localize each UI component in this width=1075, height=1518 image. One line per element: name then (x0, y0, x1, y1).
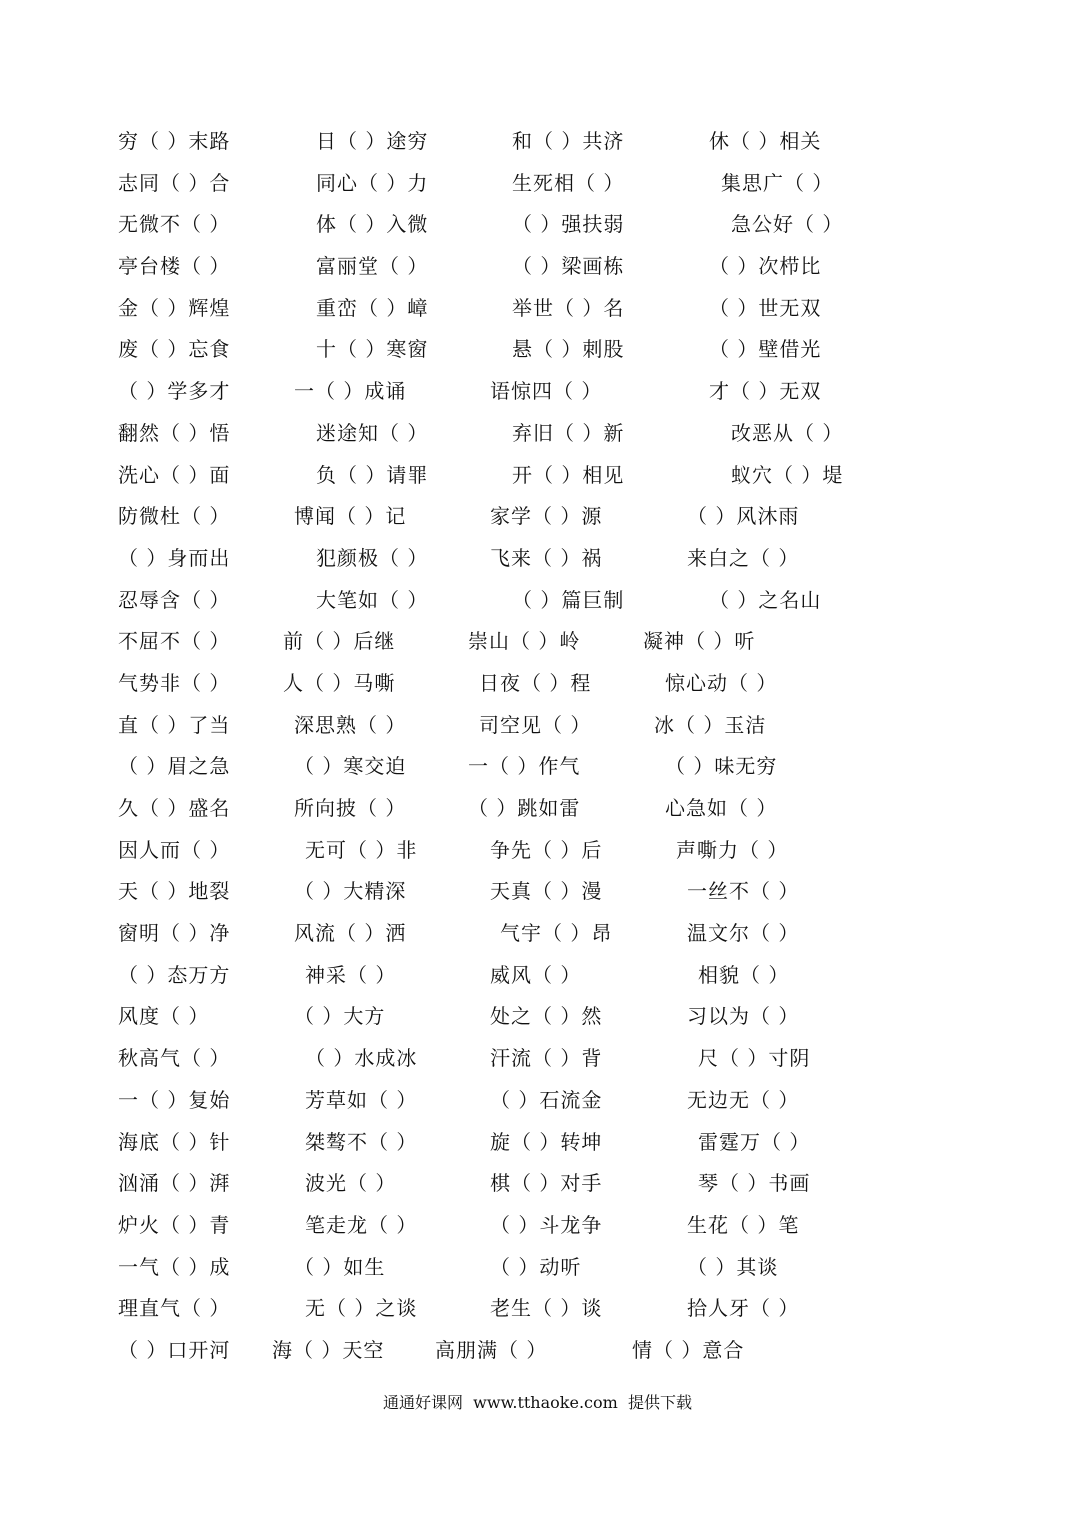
idiom-blank-item: 久（ ）盛名 (118, 796, 231, 820)
idiom-blank-item: 琴（ ）书画 (698, 1171, 811, 1196)
idiom-row (0, 538, 1075, 580)
idiom-blank-item: 相貌（ ） (698, 962, 790, 987)
idiom-blank-item: 废（ ）忘食 (118, 337, 231, 362)
idiom-blank-item: 防微杜（ ） (118, 504, 231, 529)
idiom-row (0, 1288, 1075, 1330)
idiom-blank-item: 日（ ）途穷 (316, 129, 429, 153)
idiom-blank-item: 波光（ ） (305, 1171, 397, 1196)
idiom-worksheet (0, 121, 1075, 1372)
idiom-blank-item: 争先（ ）后 (490, 837, 603, 862)
idiom-blank-item: 前（ ）后继 (283, 629, 396, 654)
idiom-blank-item: 金（ ）辉煌 (118, 295, 231, 320)
idiom-blank-item: 风流（ ）洒 (294, 921, 407, 946)
idiom-blank-item: 一（ ）成诵 (294, 379, 407, 404)
idiom-blank-item: （ ）眉之急 (118, 754, 231, 779)
idiom-blank-item: 开（ ）相见 (512, 462, 625, 487)
idiom-row (0, 246, 1075, 288)
idiom-blank-item: （ ）强扶弱 (512, 212, 625, 237)
idiom-row (0, 455, 1075, 497)
idiom-blank-item: 威风（ ） (490, 962, 582, 987)
idiom-blank-item: （ ）世无双 (709, 295, 822, 320)
idiom-blank-item: 尺（ ）寸阴 (698, 1046, 811, 1071)
idiom-blank-item: 洗心（ ）面 (118, 462, 231, 487)
idiom-blank-item: （ ）动听 (490, 1254, 582, 1279)
idiom-row (0, 288, 1075, 330)
idiom-blank-item: 笔走龙（ ） (305, 1212, 418, 1237)
idiom-blank-item: 桀骜不（ ） (305, 1129, 418, 1154)
idiom-blank-item: 迷途知（ ） (316, 420, 429, 445)
idiom-blank-item: 十（ ）寒窗 (316, 337, 429, 362)
idiom-blank-item: 深思熟（ ） (294, 712, 407, 737)
idiom-row (0, 371, 1075, 413)
idiom-blank-item: （ ）风沐雨 (687, 504, 800, 529)
idiom-blank-item: 直（ ）了当 (118, 712, 231, 737)
idiom-blank-item: 蚁穴（ ）堤 (731, 462, 844, 487)
idiom-blank-item: 炉火（ ）青 (118, 1212, 231, 1237)
idiom-blank-item: （ ）斗龙争 (490, 1212, 603, 1237)
idiom-row (0, 580, 1075, 622)
idiom-blank-item: （ ）态万方 (118, 962, 231, 987)
idiom-blank-item: （ ）跳如雷 (468, 796, 581, 820)
idiom-row (0, 1205, 1075, 1247)
idiom-blank-item: 高朋满（ ） (435, 1337, 548, 1362)
idiom-blank-item: 窗明（ ）净 (118, 921, 231, 946)
idiom-row (0, 830, 1075, 872)
idiom-blank-item: 博闻（ ）记 (294, 504, 407, 529)
idiom-row (0, 913, 1075, 955)
idiom-blank-item: 气势非（ ） (118, 670, 231, 695)
idiom-blank-item: 翻然（ ）悟 (118, 420, 231, 445)
idiom-blank-item: （ ）梁画栋 (512, 254, 625, 279)
idiom-blank-item: 飞来（ ）祸 (490, 545, 603, 570)
idiom-blank-item: 老生（ ）谈 (490, 1296, 603, 1321)
idiom-row (0, 1038, 1075, 1080)
footer-credit: 通通好课网 www.tthaoke.com 提供下载 (383, 1393, 692, 1412)
idiom-blank-item: 凝神（ ）听 (643, 629, 756, 654)
idiom-blank-item: 悬（ ）刺股 (512, 337, 625, 362)
idiom-blank-item: 同心（ ）力 (316, 170, 429, 195)
idiom-blank-item: （ ）寒交迫 (294, 754, 407, 779)
idiom-blank-item: 和（ ）共济 (512, 129, 625, 153)
idiom-blank-item: 芳草如（ ） (305, 1087, 418, 1112)
idiom-row (0, 1122, 1075, 1164)
idiom-blank-item: 秋高气（ ） (118, 1046, 231, 1071)
idiom-row (0, 413, 1075, 455)
idiom-blank-item: 汹涌（ ）湃 (118, 1171, 231, 1196)
idiom-blank-item: 崇山（ ）岭 (468, 629, 581, 654)
idiom-row (0, 1330, 1075, 1372)
idiom-row (0, 621, 1075, 663)
idiom-row (0, 1247, 1075, 1289)
idiom-blank-item: 气宇（ ）昂 (500, 921, 613, 946)
idiom-row (0, 329, 1075, 371)
idiom-blank-item: （ ）水成冰 (305, 1046, 418, 1071)
idiom-blank-item: 雷霆万（ ） (698, 1129, 811, 1154)
idiom-blank-item: 举世（ ）名 (512, 295, 625, 320)
idiom-blank-item: （ ）味无穷 (665, 754, 778, 779)
idiom-blank-item: 无可（ ）非 (305, 837, 418, 862)
idiom-blank-item: 穷（ ）末路 (118, 129, 231, 153)
idiom-row (0, 121, 1075, 163)
idiom-blank-item: （ ）壁借光 (709, 337, 822, 362)
idiom-blank-item: 一丝不（ ） (687, 879, 800, 904)
idiom-blank-item: 拾人牙（ ） (687, 1296, 800, 1321)
idiom-blank-item: 弃旧（ ）新 (512, 420, 625, 445)
idiom-blank-item: 忍辱含（ ） (118, 587, 231, 612)
idiom-blank-item: 司空见（ ） (479, 712, 592, 737)
idiom-blank-item: 才（ ）无双 (709, 379, 822, 404)
idiom-blank-item: （ ）身而出 (118, 545, 231, 570)
idiom-row (0, 996, 1075, 1038)
idiom-row (0, 1080, 1075, 1122)
idiom-blank-item: 习以为（ ） (687, 1004, 800, 1029)
idiom-blank-item: 无微不（ ） (118, 212, 231, 237)
idiom-blank-item: 天真（ ）漫 (490, 879, 603, 904)
idiom-blank-item: 情（ ）意合 (632, 1337, 745, 1362)
idiom-row (0, 705, 1075, 747)
idiom-blank-item: （ ）石流金 (490, 1087, 603, 1112)
idiom-row (0, 663, 1075, 705)
idiom-blank-item: 改恶从（ ） (731, 420, 844, 445)
idiom-blank-item: （ ）如生 (294, 1254, 386, 1279)
idiom-blank-item: 海底（ ）针 (118, 1129, 231, 1154)
idiom-blank-item: 冰（ ）玉洁 (654, 712, 767, 737)
idiom-blank-item: （ ）次栉比 (709, 254, 822, 279)
idiom-blank-item: 家学（ ）源 (490, 504, 603, 529)
idiom-blank-item: 温文尔（ ） (687, 921, 800, 946)
idiom-blank-item: 来白之（ ） (687, 545, 800, 570)
idiom-blank-item: 人（ ）马嘶 (283, 670, 396, 695)
idiom-blank-item: 志同（ ）合 (118, 170, 231, 195)
idiom-blank-item: 不屈不（ ） (118, 629, 231, 654)
idiom-blank-item: （ ）之名山 (709, 587, 822, 612)
idiom-blank-item: 体（ ）入微 (316, 212, 429, 237)
idiom-row (0, 1163, 1075, 1205)
idiom-blank-item: 理直气（ ） (118, 1296, 231, 1321)
idiom-blank-item: 集思广（ ） (721, 170, 834, 195)
idiom-blank-item: 所向披（ ） (294, 796, 407, 820)
idiom-blank-item: （ ）口开河 (118, 1337, 231, 1362)
idiom-blank-item: 神采（ ） (305, 962, 397, 987)
idiom-row (0, 163, 1075, 205)
idiom-blank-item: 惊心动（ ） (665, 670, 778, 695)
idiom-blank-item: 风度（ ） (118, 1004, 210, 1029)
idiom-blank-item: 声嘶力（ ） (676, 837, 789, 862)
idiom-blank-item: （ ）学多才 (118, 379, 231, 404)
idiom-row (0, 496, 1075, 538)
idiom-blank-item: 亭台楼（ ） (118, 254, 231, 279)
idiom-blank-item: 天（ ）地裂 (118, 879, 231, 904)
idiom-blank-item: 负（ ）请罪 (316, 462, 429, 487)
idiom-blank-item: 心急如（ ） (665, 796, 778, 820)
idiom-blank-item: 生死相（ ） (512, 170, 625, 195)
idiom-row (0, 204, 1075, 246)
idiom-blank-item: （ ）大方 (294, 1004, 386, 1029)
idiom-blank-item: 因人而（ ） (118, 837, 231, 862)
idiom-blank-item: 一（ ）复始 (118, 1087, 231, 1112)
idiom-blank-item: 语惊四（ ） (490, 379, 603, 404)
idiom-blank-item: 一（ ）作气 (468, 754, 581, 779)
idiom-blank-item: 富丽堂（ ） (316, 254, 429, 279)
idiom-row (0, 746, 1075, 788)
idiom-blank-item: 休（ ）相关 (709, 129, 822, 153)
idiom-blank-item: 棋（ ）对手 (490, 1171, 603, 1196)
idiom-blank-item: 大笔如（ ） (316, 587, 429, 612)
idiom-blank-item: 旋（ ）转坤 (490, 1129, 603, 1154)
idiom-row (0, 788, 1075, 830)
idiom-blank-item: 汗流（ ）背 (490, 1046, 603, 1071)
idiom-row (0, 871, 1075, 913)
idiom-blank-item: 无边无（ ） (687, 1087, 800, 1112)
idiom-blank-item: 重峦（ ）嶂 (316, 295, 429, 320)
idiom-blank-item: （ ）其谈 (687, 1254, 779, 1279)
idiom-blank-item: 一气（ ）成 (118, 1254, 231, 1279)
idiom-blank-item: 生花（ ）笔 (687, 1212, 800, 1237)
idiom-row (0, 955, 1075, 997)
idiom-blank-item: 犯颜极（ ） (316, 545, 429, 570)
idiom-blank-item: 处之（ ）然 (490, 1004, 603, 1029)
idiom-blank-item: 海（ ）天空 (272, 1337, 385, 1362)
idiom-blank-item: 急公好（ ） (731, 212, 844, 237)
idiom-blank-item: 日夜（ ）程 (479, 670, 592, 695)
idiom-blank-item: （ ）篇巨制 (512, 587, 625, 612)
idiom-blank-item: （ ）大精深 (294, 879, 407, 904)
idiom-blank-item: 无（ ）之谈 (305, 1296, 418, 1321)
